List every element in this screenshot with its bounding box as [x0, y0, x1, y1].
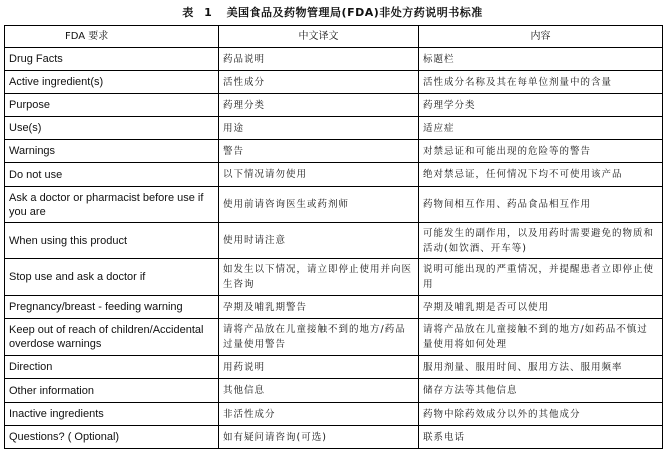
fda-requirement-cell: Inactive ingredients [5, 403, 219, 426]
header-content: 内容 [419, 26, 663, 48]
chinese-translation-cell: 使用时请注意 [219, 223, 419, 259]
content-cell: 服用剂量、服用时间、服用方法、服用频率 [419, 356, 663, 379]
table-row [5, 296, 663, 319]
fda-requirement-cell: When using this product [5, 223, 219, 259]
chinese-translation-cell: 用药说明 [219, 356, 419, 379]
chinese-translation-cell: 药理分类 [219, 94, 419, 117]
chinese-translation-cell: 孕期及哺乳期警告 [219, 296, 419, 319]
chinese-translation-cell: 非活性成分 [219, 403, 419, 426]
content-cell: 绝对禁忌证，任何情况下均不可使用该产品 [419, 163, 663, 187]
table-row [5, 356, 663, 379]
header-row [5, 26, 663, 48]
chinese-translation-cell: 以下情况请勿使用 [219, 163, 419, 187]
content-cell: 标题栏 [419, 48, 663, 71]
table-row [5, 71, 663, 94]
header-chinese-translation: 中文译文 [219, 26, 419, 48]
content-cell: 联系电话 [419, 426, 663, 449]
table-caption [0, 4, 665, 20]
content-cell: 请将产品放在儿童接触不到的地方/如药品不慎过量使用将如何处理 [419, 319, 663, 356]
table-row [5, 94, 663, 117]
chinese-translation-cell: 如有疑问请咨询(可选) [219, 426, 419, 449]
chinese-translation-cell: 药品说明 [219, 48, 419, 71]
content-cell: 药物中除药效成分以外的其他成分 [419, 403, 663, 426]
fda-requirement-cell: Do not use [5, 163, 219, 187]
chinese-translation-cell: 使用前请咨询医生或药剂师 [219, 187, 419, 223]
table-row [5, 319, 663, 356]
table-row [5, 259, 663, 296]
content-cell: 活性成分名称及其在每单位剂量中的含量 [419, 71, 663, 94]
table-row [5, 426, 663, 449]
caption-number: 1 [204, 6, 213, 19]
chinese-translation-cell: 用途 [219, 117, 419, 140]
fda-requirement-cell: Drug Facts [5, 48, 219, 71]
table-row [5, 163, 663, 187]
caption-title: 美国食品及药物管理局(FDA)非处方药说明书标准 [226, 6, 483, 19]
fda-requirement-cell: Direction [5, 356, 219, 379]
chinese-translation-cell: 活性成分 [219, 71, 419, 94]
content-cell: 对禁忌证和可能出现的危险等的警告 [419, 140, 663, 163]
fda-requirement-cell: Keep out of reach of children/Accidental overdose warnings [5, 319, 219, 356]
content-cell: 可能发生的副作用，以及用药时需要避免的物质和活动(如饮酒、开车等) [419, 223, 663, 259]
table-row [5, 48, 663, 71]
caption-label: 表 [182, 6, 194, 19]
fda-requirement-cell: Pregnancy/breast - feeding warning [5, 296, 219, 319]
table-row [5, 117, 663, 140]
content-cell: 孕期及哺乳期是否可以使用 [419, 296, 663, 319]
fda-requirement-cell: Questions? ( Optional) [5, 426, 219, 449]
table-row [5, 187, 663, 223]
fda-requirement-cell: Other information [5, 379, 219, 403]
fda-requirement-cell: Purpose [5, 94, 219, 117]
content-cell: 药理学分类 [419, 94, 663, 117]
content-cell: 药物间相互作用、药品食品相互作用 [419, 187, 663, 223]
chinese-translation-cell: 请将产品放在儿童接触不到的地方/药品过量使用警告 [219, 319, 419, 356]
fda-requirement-cell: Warnings [5, 140, 219, 163]
fda-requirement-cell: Stop use and ask a doctor if [5, 259, 219, 296]
fda-otc-label-table [4, 25, 663, 449]
content-cell: 说明可能出现的严重情况，并提醒患者立即停止使用 [419, 259, 663, 296]
fda-requirement-cell: Ask a doctor or pharmacist before use if you are [5, 187, 219, 223]
chinese-translation-cell: 其他信息 [219, 379, 419, 403]
table-row [5, 379, 663, 403]
chinese-translation-cell: 如发生以下情况，请立即停止使用并向医生咨询 [219, 259, 419, 296]
chinese-translation-cell: 警告 [219, 140, 419, 163]
content-cell: 储存方法等其他信息 [419, 379, 663, 403]
fda-requirement-cell: Active ingredient(s) [5, 71, 219, 94]
fda-requirement-cell: Use(s) [5, 117, 219, 140]
table-row [5, 403, 663, 426]
table-row [5, 223, 663, 259]
table-row [5, 140, 663, 163]
content-cell: 适应症 [419, 117, 663, 140]
header-fda-requirement: FDA 要求 [5, 26, 219, 48]
